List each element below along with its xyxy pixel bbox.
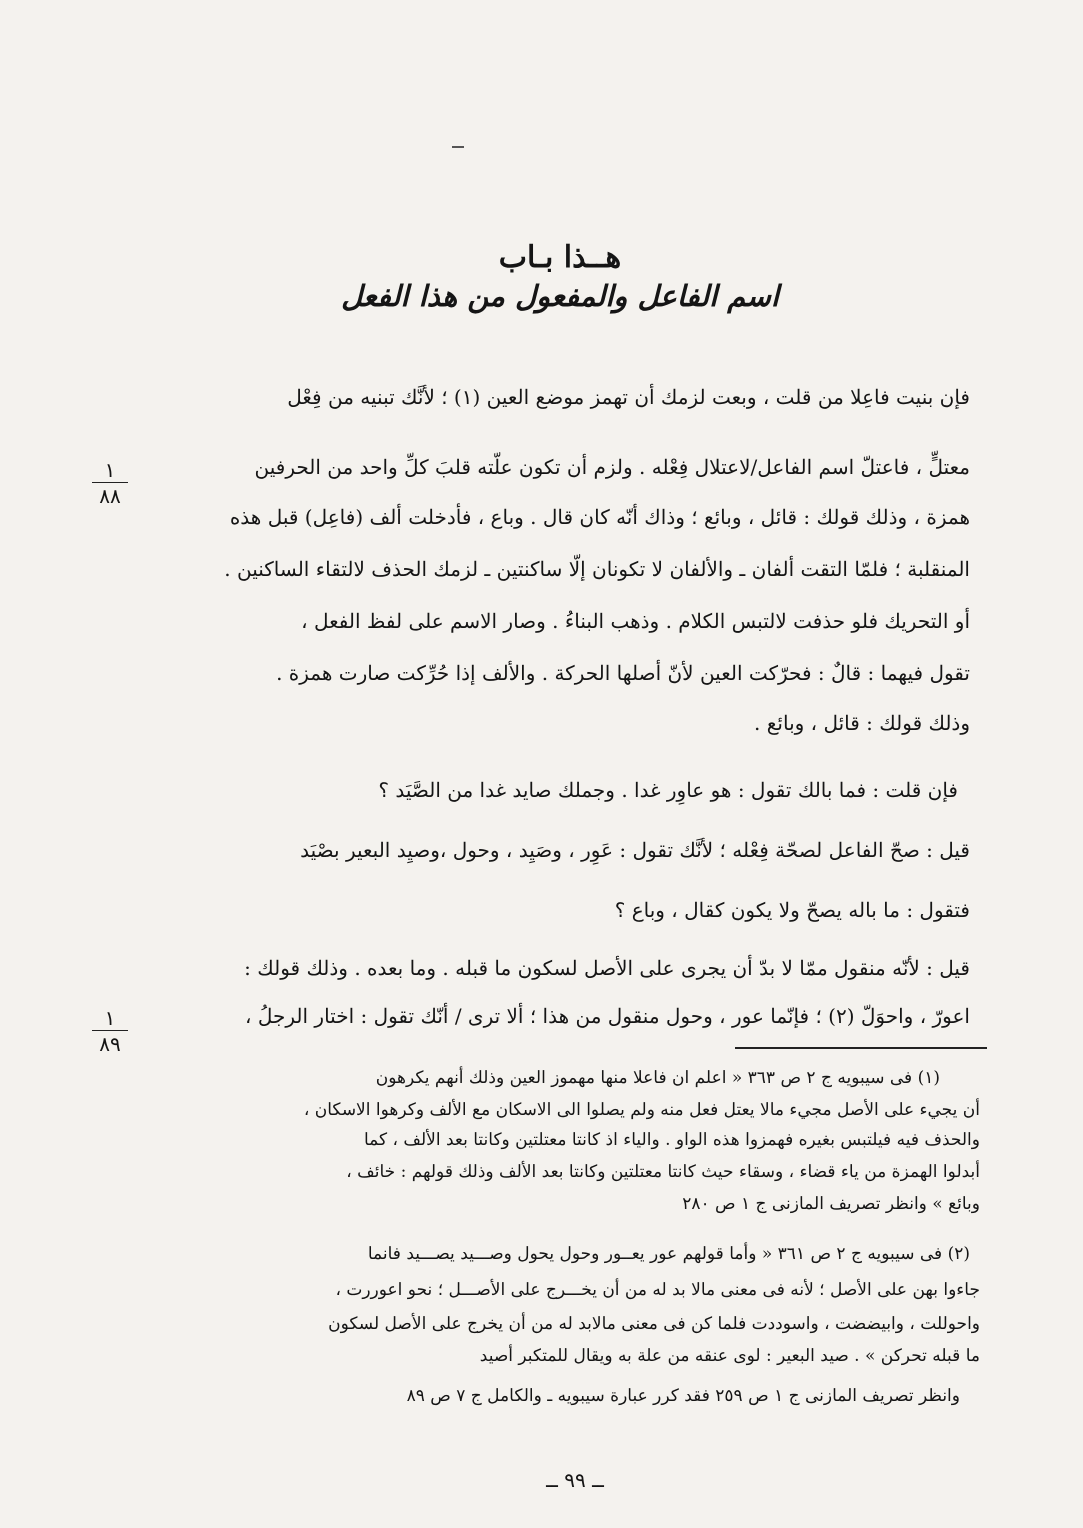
margin-ref-denominator: ٨٨ bbox=[99, 484, 121, 508]
text-line: معتلٍّ ، فاعتلّ اسم الفاعل/لاعتلال فِعْله . ولزم أن تكون علّته قلبَ كلِّ واحد من الحرفين bbox=[254, 455, 970, 479]
text-line: همزة ، وذلك قولك : قائل ، وبائع ؛ وذاك أنّه كان قال . وباع ، فأدخلت ألف (فاعِل) قبل هذه bbox=[229, 505, 970, 529]
text-line: قيل : لأنّه منقول ممّا لا بدّ أن يجرى على الأصل لسكون ما قبله . وما بعده . وذلك قولك : bbox=[244, 956, 970, 980]
margin-ref-numerator: ١ bbox=[92, 1006, 128, 1031]
footnote-separator bbox=[735, 1047, 987, 1049]
footnote-line: (٢) فى سيبويه ج ٢ ص ٣٦١ « وأما قولهم عور يعــور وحول يحول وصـــيد يصـــيد فانما bbox=[367, 1244, 970, 1264]
footnote-line: أبدلوا الهمزة من ياء قضاء ، وسقاء حيث كانتا معتلتين وكانتا بعد الألف وذلك قولهم : خائف ، bbox=[346, 1162, 980, 1182]
chapter-heading-main: اسم الفاعل والمفعول من هذا الفعل bbox=[341, 279, 779, 313]
footnote-line: أن يجيء على الأصل مجيء مالا يعتل فعل منه ولم يصلوا الى الاسكان مع الألف وكرهوا الاسكان ، bbox=[303, 1100, 980, 1120]
text-line: قيل : صحّ الفاعل لصحّة فِعْله ؛ لأنَّك تقول : عَوِر ، وصَيِد ، وحول ،وصيِد البعير بصْيَد bbox=[300, 838, 970, 862]
footnote-line: جاءوا بهن على الأصل ؛ لأنه فى معنى مالا بد له من أن يخـــرج على الأصـــل ؛ نحو اعوررت ، bbox=[335, 1280, 980, 1300]
footnote-line: وبائع » وانظر تصريف المازنى ج ١ ص ٢٨٠ bbox=[682, 1194, 980, 1214]
margin-page-reference bbox=[92, 1006, 128, 1057]
text-line: فتقول : ما باله يصحّ ولا يكون كقال ، وباع ؟ bbox=[614, 898, 970, 922]
footnote-line: (١) فى سيبويه ج ٢ ص ٣٦٣ « اعلم ان فاعلا منها مهموز العين وذلك أنهم يكرهون bbox=[375, 1068, 940, 1088]
text-line: تقول فيهما : قالٌ : فحرّكت العين لأنّ أصلها الحركة . والألف إذا حُرِّكت صارت همزة . bbox=[276, 661, 970, 685]
footnote-line: وانظر تصريف المازنى ج ١ ص ٢٥٩ فقد كرر عبارة سيبويه ـ والكامل ج ٧ ص ٨٩ bbox=[406, 1386, 960, 1406]
header-dash bbox=[452, 146, 464, 148]
text-line: وذلك قولك : قائل ، وبائع . bbox=[754, 711, 970, 735]
footnote-line: والحذف فيه فيلتبس بغيره فهمزوا هذه الواو . والياء اذ كانتا معتلتين وكانتا بعد الألف ، كما bbox=[363, 1130, 980, 1150]
page-number: ــ ٩٩ ــ bbox=[546, 1468, 604, 1492]
text-line: المنقلبة ؛ فلمّا التقت ألفان ـ والألفان لا تكونان إلّا ساكنتين ـ لزمك الحذف لالتقاء الساكنين . bbox=[224, 557, 970, 581]
margin-ref-numerator: ١ bbox=[92, 458, 128, 483]
chapter-heading-top: هــذا بـاب bbox=[498, 240, 622, 275]
text-line: أو التحريك فلو حذفت لالتبس الكلام . وذهب البناءُ . وصار الاسم على لفظ الفعل ، bbox=[301, 609, 970, 633]
margin-ref-denominator: ٨٩ bbox=[99, 1032, 121, 1056]
text-line: اعورّ ، واحوَلّ (٢) ؛ فإنّما عور ، وحول منقول من هذا ؛ ألا ترى / أنّك تقول : اختار الرجلُ ، bbox=[245, 1004, 970, 1028]
footnote-line: ما قبله تحركن » . صيد البعير : لوى عنقه من علة به ويقال للمتكبر أصيد bbox=[479, 1346, 980, 1366]
margin-page-reference bbox=[92, 458, 128, 509]
text-line: فإن بنيت فاعِلا من قلت ، وبعت لزمك أن تهمز موضع العين (١) ؛ لأنَّك تبنيه من فِعْل bbox=[287, 385, 970, 409]
footnote-line: واحوللت ، وابيضضت ، واسوددت فلما كن فى معنى مالابد له من أن يخرج على الأصل لسكون bbox=[328, 1314, 980, 1334]
chapter-heading bbox=[330, 238, 790, 314]
text-line: فإن قلت : فما بالك تقول : هو عاوِر غدا . وجملك صايد غدا من الصَّيَد ؟ bbox=[378, 778, 958, 802]
